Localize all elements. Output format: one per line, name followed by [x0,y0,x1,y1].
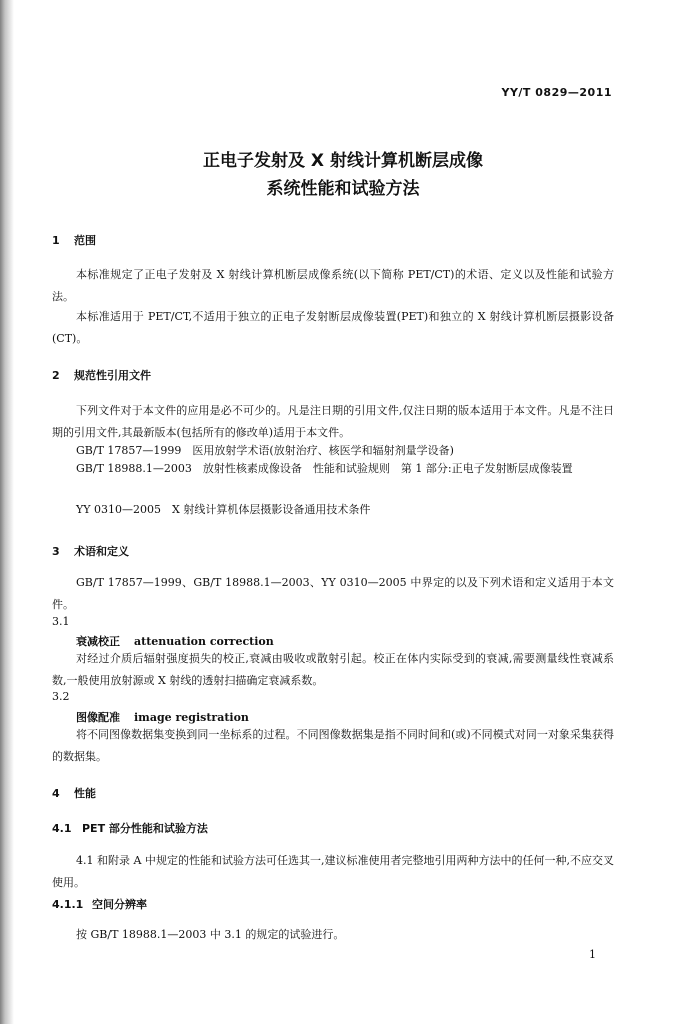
section-2-heading [52,367,151,383]
section-2-paragraph-1: 下列文件对于本文件的应用是必不可少的。凡是注日期的引用文件,仅注日期的版本适用于本文件。凡是不注日期的引用文件,其最新版本(包括所有的修改单)适用于本文件。 [52,404,614,439]
section-title: 空间分辨率 [92,898,147,911]
term-english: attenuation correction [134,635,274,648]
title-line-1: 正电子发射及 X 射线计算机断层成像 [203,151,483,171]
section-title: 术语和定义 [74,545,129,558]
section-number: 2 [52,369,60,382]
section-number: 4.1.1 [52,898,84,911]
section-4-1-paragraph-1: 4.1 和附录 A 中规定的性能和试验方法可任选其一,建议标准使用者完整地引用两种方法中的任何一种,不应交叉使用。 [52,854,614,889]
reference-3: YY 0310—2005 X 射线计算机体层摄影设备通用技术条件 [76,503,371,516]
section-4-heading [52,785,96,801]
term-chinese: 衰减校正 [76,635,120,648]
reference-2: GB/T 18988.1—2003 放射性核素成像设备 性能和试验规则 第 1 部分:正电子发射断层成像装置 [76,462,573,475]
term-3-1-number: 3.1 [52,615,70,628]
section-title: 规范性引用文件 [74,369,151,382]
term-3-2-heading [76,709,249,725]
term-3-1-heading [76,633,274,649]
section-4-1-heading [52,820,208,836]
page-number: 1 [589,948,596,961]
term-3-2-number: 3.2 [52,690,70,703]
section-3-paragraph-1: GB/T 17857—1999、GB/T 18988.1—2003、YY 0310—2005 中界定的以及下列术语和定义适用于本文件。 [52,576,614,611]
section-number: 4.1 [52,822,72,835]
section-title: 性能 [74,787,96,800]
section-number: 4 [52,787,60,800]
section-title: PET 部分性能和试验方法 [82,822,208,835]
document-number: YY/T 0829—2011 [501,86,612,99]
reference-1: GB/T 17857—1999 医用放射学术语(放射治疗、核医学和辐射剂量学设备) [76,444,454,457]
title-line-2: 系统性能和试验方法 [266,179,420,199]
term-3-1-definition: 对经过介质后辐射强度损失的校正,衰减由吸收或散射引起。校正在体内实际受到的衰减,需要测量线性衰减系数,一般使用放射源或 X 射线的透射扫描确定衰减系数。 [52,652,614,687]
section-4-1-1-paragraph-1: 按 GB/T 18988.1—2003 中 3.1 的规定的试验进行。 [76,928,345,941]
section-3-heading [52,543,129,559]
section-number: 3 [52,545,60,558]
term-english: image registration [134,711,249,724]
section-1-paragraph-1: 本标准规定了正电子发射及 X 射线计算机断层成像系统(以下简称 PET/CT)的术语、定义以及性能和试验方法。 [52,268,614,303]
term-chinese: 图像配准 [76,711,120,724]
section-number: 1 [52,234,60,247]
term-3-2-definition: 将不同图像数据集变换到同一坐标系的过程。不同图像数据集是指不同时间和(或)不同模式对同一对象采集获得的数据集。 [52,728,614,763]
section-1-paragraph-2: 本标准适用于 PET/CT,不适用于独立的正电子发射断层成像装置(PET)和独立的 X 射线计算机断层摄影设备(CT)。 [52,310,614,345]
section-1-heading [52,232,96,248]
section-title: 范围 [74,234,96,247]
section-4-1-1-heading [52,896,147,912]
